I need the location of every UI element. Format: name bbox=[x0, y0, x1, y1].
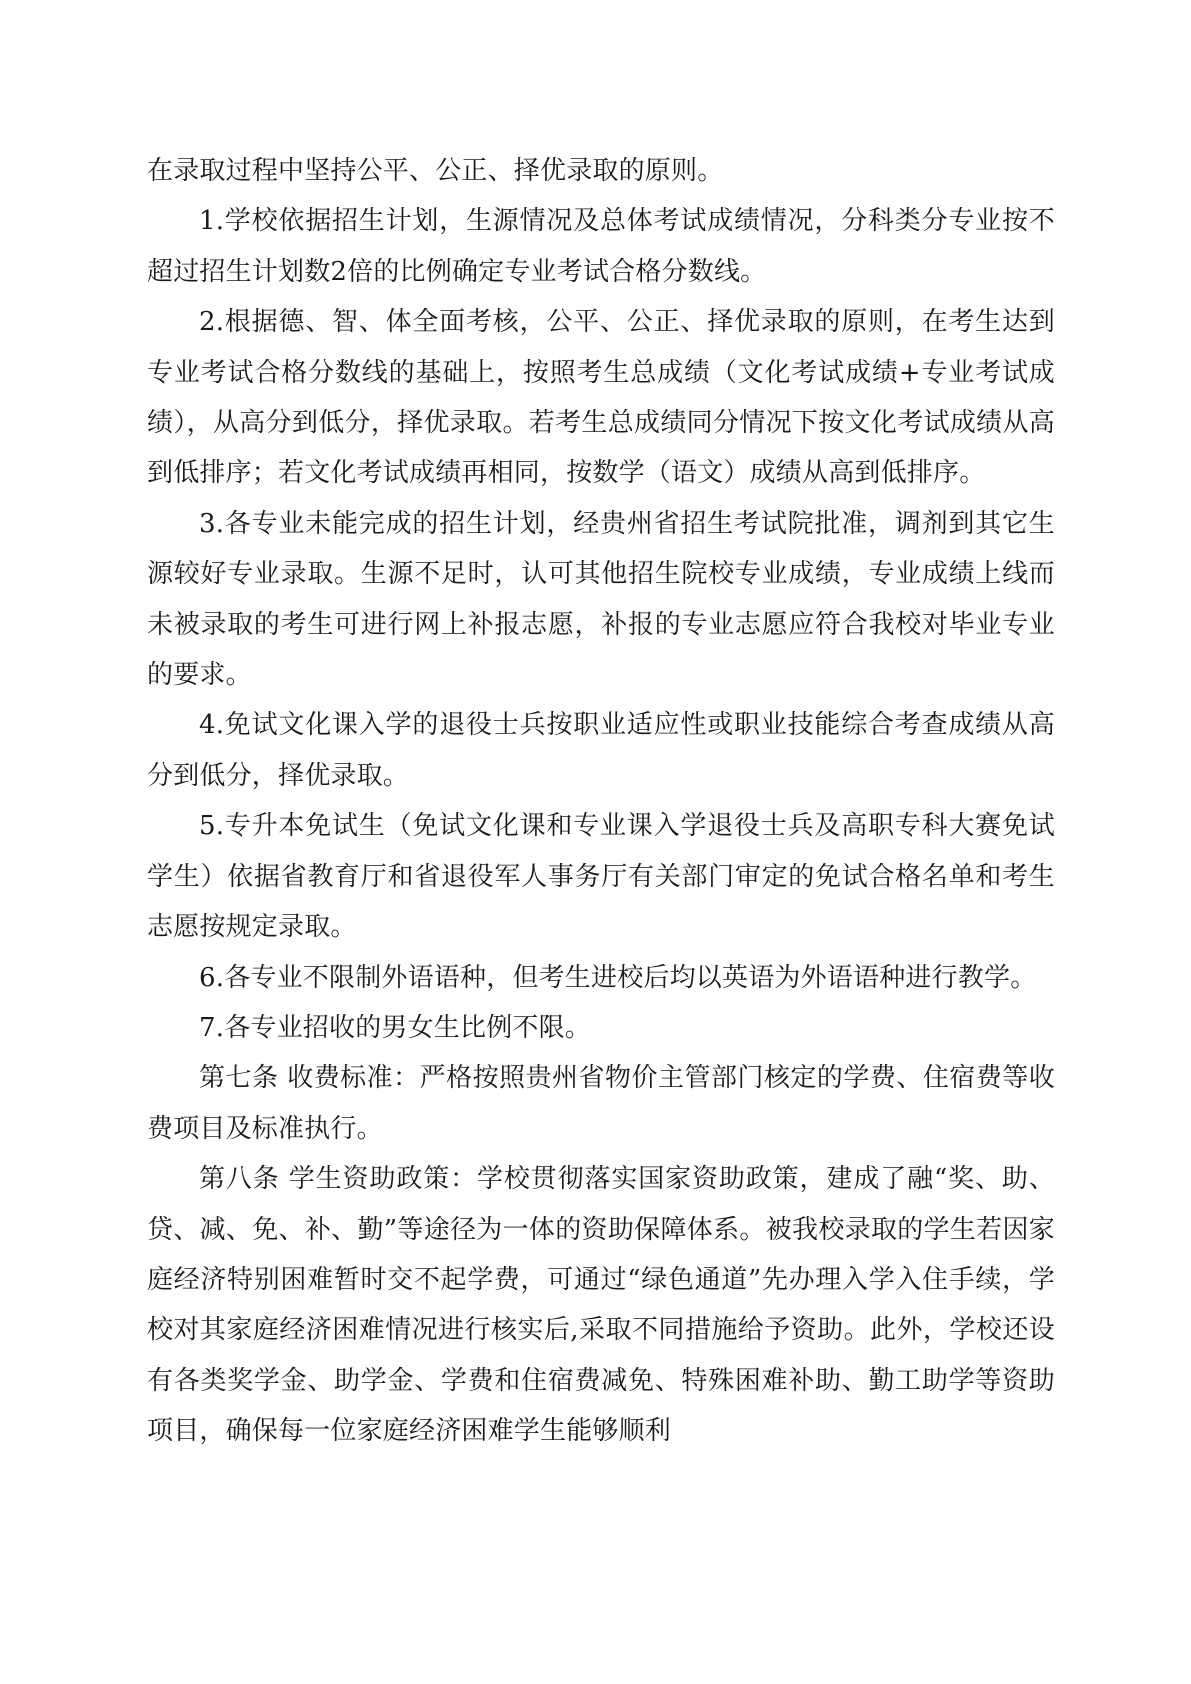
paragraph-item-4: 4.免试文化课入学的退役士兵按职业适应性或职业技能综合考查成绩从高分到低分，择优录取。 bbox=[147, 710, 1055, 791]
paragraph-item-1: 1.学校依据招生计划，生源情况及总体考试成绩情况，分科类分专业按不超过招生计划数2倍的比例确定专业考试合格分数线。 bbox=[147, 206, 1055, 287]
paragraph-item-2: 2.根据德、智、体全面考核，公平、公正、择优录取的原则，在考生达到专业考试合格分数线的基础上，按照考生总成绩（文化考试成绩+专业考试成绩），从高分到低分，择优录取。若考生总成绩同分情况下按文化考试成绩从高到低排序；若文化考试成绩再相同，按数学（语文）成绩从高到低排序。 bbox=[147, 307, 1055, 489]
paragraph-item-3: 3.各专业未能完成的招生计划，经贵州省招生考试院批准，调剂到其它生源较好专业录取。生源不足时，认可其他招生院校专业成绩，专业成绩上线而未被录取的考生可进行网上补报志愿，补报的专业志愿应符合我校对毕业专业的要求。 bbox=[147, 508, 1055, 691]
paragraph-continuation: 在录取过程中坚持公平、公正、择优录取的原则。 bbox=[147, 156, 724, 186]
paragraph-article-8: 第八条 学生资助政策：学校贯彻落实国家资助政策，建成了融“奖、助、贷、减、免、补、勤”等途径为一体的资助保障体系。被我校录取的学生若因家庭经济特别困难暂时交不起学费，可通过“绿色通道”先办理入学入住手续，学校对其家庭经济困难情况进行核实后,采取不同措施给予资助。此外，学校还设有各类奖学金、助学金、学费和住宿费减免、特殊困难补助、勤工助学等资助项目，确保每一位家庭经济困难学生能够顺利 bbox=[147, 1164, 1055, 1447]
paragraph-article-7: 第七条 收费标准：严格按照贵州省物价主管部门核定的学费、住宿费等收费项目及标准执行。 bbox=[147, 1063, 1055, 1144]
paragraph-item-7: 7.各专业招收的男女生比例不限。 bbox=[199, 1012, 592, 1043]
paragraph-item-5: 5.专升本免试生（免试文化课和专业课入学退役士兵及高职专科大赛免试学生）依据省教育厅和省退役军人事务厅有关部门审定的免试合格名单和考生志愿按规定录取。 bbox=[147, 811, 1055, 943]
paragraph-item-6: 6.各专业不限制外语语种，但考生进校后均以英语为外语语种进行教学。 bbox=[199, 962, 1037, 993]
document-body bbox=[147, 146, 1055, 1457]
